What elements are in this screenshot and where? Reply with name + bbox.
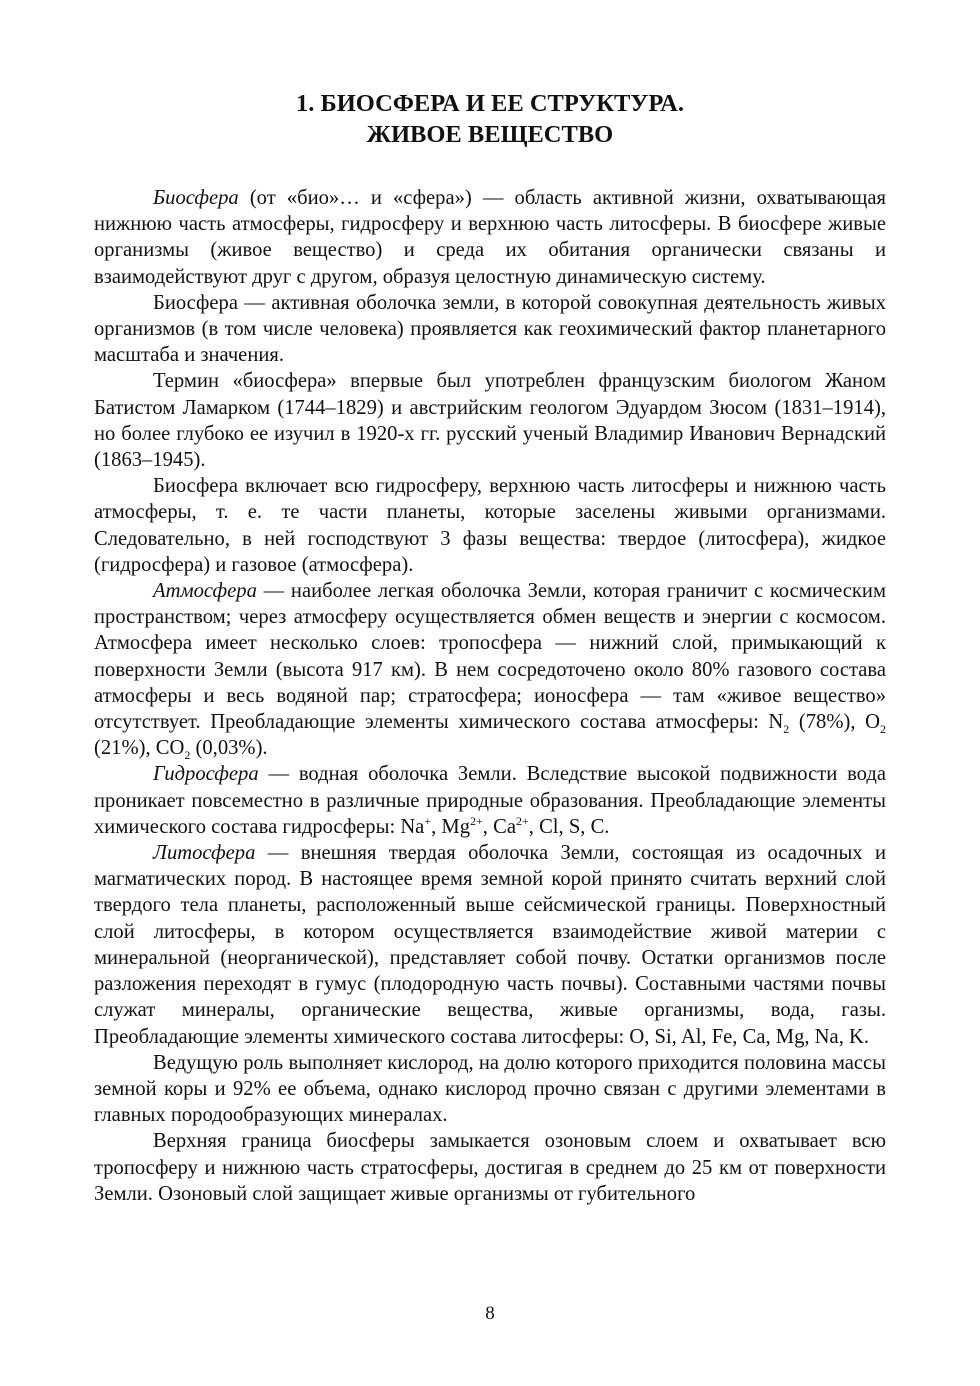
paragraph-text: — водная оболочка Земли. Вследствие высокой подвижности вода проникает повсеместно в различные природные образования. Преобладающие элементы химического состава гидросферы: [94,763,886,838]
ion-ca: $Ca^{2+}$ [493,814,529,838]
paragraph-biosphere-definition [94,185,886,290]
ion-na: Na+ [400,814,432,838]
paragraph-biosphere-active-shell [94,290,886,369]
paragraph-text: Верхняя граница биосферы замыкается озоновым слоем и охватывает всю тропосферу и нижнюю часть стратосферы, достигая в среднем до 25 км от поверхности Земли. Озоновый слой защищает живые организмы от губительного [94,1130,886,1205]
paragraph-upper-boundary [94,1128,886,1207]
formula-o2: $O_2$ [865,711,886,737]
term-hydrosphere: Гидросфера [153,763,259,786]
paragraph-text: Ведущую роль выполняет кислород, на долю которого приходится половина массы земной коры и 92% ее объема, однако кислород прочно связан с другими элементами в главных породообразующих минералах. [94,1051,886,1127]
page-content [94,88,886,1207]
paragraph-text: Биосфера — активная оболочка земли, в которой совокупная деятельность живых организмов (в том числе человека) проявляется как геохимический фактор планетарного масштаба и значения. [94,291,886,367]
paragraph-text: — внешняя твердая оболочка Земли, состоящая из осадочных и магматических пород. В настоящее время земной корой принято считать верхний слой твердого тела планеты, расположенный выше сейсмической границы. Поверхностный слой литосферы, в котором осуществляется взаимодействие живой материи с минеральной (неорганической), представляет собой почву. Остатки организмов после разложения переходят в гумус (плодородную часть почвы). Составными частями почвы служат минералы, органические вещества, живые организмы, вода, газы. Преобладающие элементы химического состава литосферы: O, Si, Al, Fe, Ca, Mg, Na, K. [94,842,886,1048]
formula-co2: $CO_2$ [155,737,191,763]
term-biosphere: Биосфера [153,187,239,209]
paragraph-biosphere-phases [94,473,886,578]
formula-n2: $N_2$ [768,711,790,737]
paragraph-text: — наиболее легкая оболочка Земли, которая граничит с космическим пространством; через атмосферу осуществляется обмен веществ и энергии с космосом. Атмосфера имеет несколько слоев: тропосфера — нижний слой, примыкающий к поверхности Земли (высота 917 км). В нем сосредоточено около 80% газового состава атмосферы и весь водяной пар; стратосфера; ионосфера — там «живое вещество» отсутствует. Преобладающие элементы химического состава атмосферы: [94,580,886,734]
paragraph-text: Термин «биосфера» впервые был употреблен французским биологом Жаном Батистом Ламарком (1744–1829) и австрийским геологом Эдуардом Зюсом (1831–1914), но более глубоко ее изучил в 1920-х гг. русский ученый Владимир Иванович Вернадский (1863–1945). [94,370,886,472]
chapter-title [94,88,886,150]
paragraph-oxygen [94,1050,886,1129]
ion-mg: $Mg^{2+}$ [441,814,483,838]
paragraph-hydrosphere: Гидросфера — водная оболочка Земли. Вследствие высокой подвижности вода проникает повсеместно в различные природные образования. Преобладающие элементы химического состава гидросферы: Na+, $Mg^{2+}$, $Ca^{2+}$, Cl, S, C. [94,763,886,838]
chapter-title-line-1: 1. БИОСФЕРА И ЕЕ СТРУКТУРА. [296,90,684,117]
paragraph-lithosphere [94,840,886,1050]
paragraph-text: (от «био»… и «сфера») — область активной жизни, охватывающая нижнюю часть атмосферы, гидросферу и верхнюю часть литосферы. В биосфере живые организмы (живое вещество) и среда их обитания органически связаны и взаимодействуют друг с другом, образуя целостную динамическую систему. [94,187,886,288]
paragraph-term-history [94,368,886,473]
paragraph-atmosphere: Атмосфера — наиболее легкая оболочка Земли, которая граничит с космическим пространством; через атмосферу осуществляется обмен веществ и энергии с космосом. Атмосфера имеет несколько слоев: тропосфера — нижний слой, примыкающий к поверхности Земли (высота 917 км). В нем сосредоточено около 80% газового состава атмосферы и весь водяной пар; стратосфера; ионосфера — там «живое вещество» отсутствует. Преобладающие элементы химического состава атмосферы: $N_2$ (78%), $O_2$ (21%), $CO_2$ (0,03%). [94,580,886,763]
term-atmosphere: Атмосфера [153,580,257,603]
paragraph-text: Биосфера включает всю гидросферу, верхнюю часть литосферы и нижнюю часть атмосферы, т. е. те части планеты, которые заселены живыми организмами. Следовательно, в ней господствуют 3 фазы вещества: твердое (литосфера), жидкое (гидросфера) и газовое (атмосфера). [94,475,886,576]
term-lithosphere: Литосфера [153,842,256,865]
chapter-title-line-2: ЖИВОЕ ВЕЩЕСТВО [366,121,614,148]
page-number: 8 [485,1303,495,1324]
